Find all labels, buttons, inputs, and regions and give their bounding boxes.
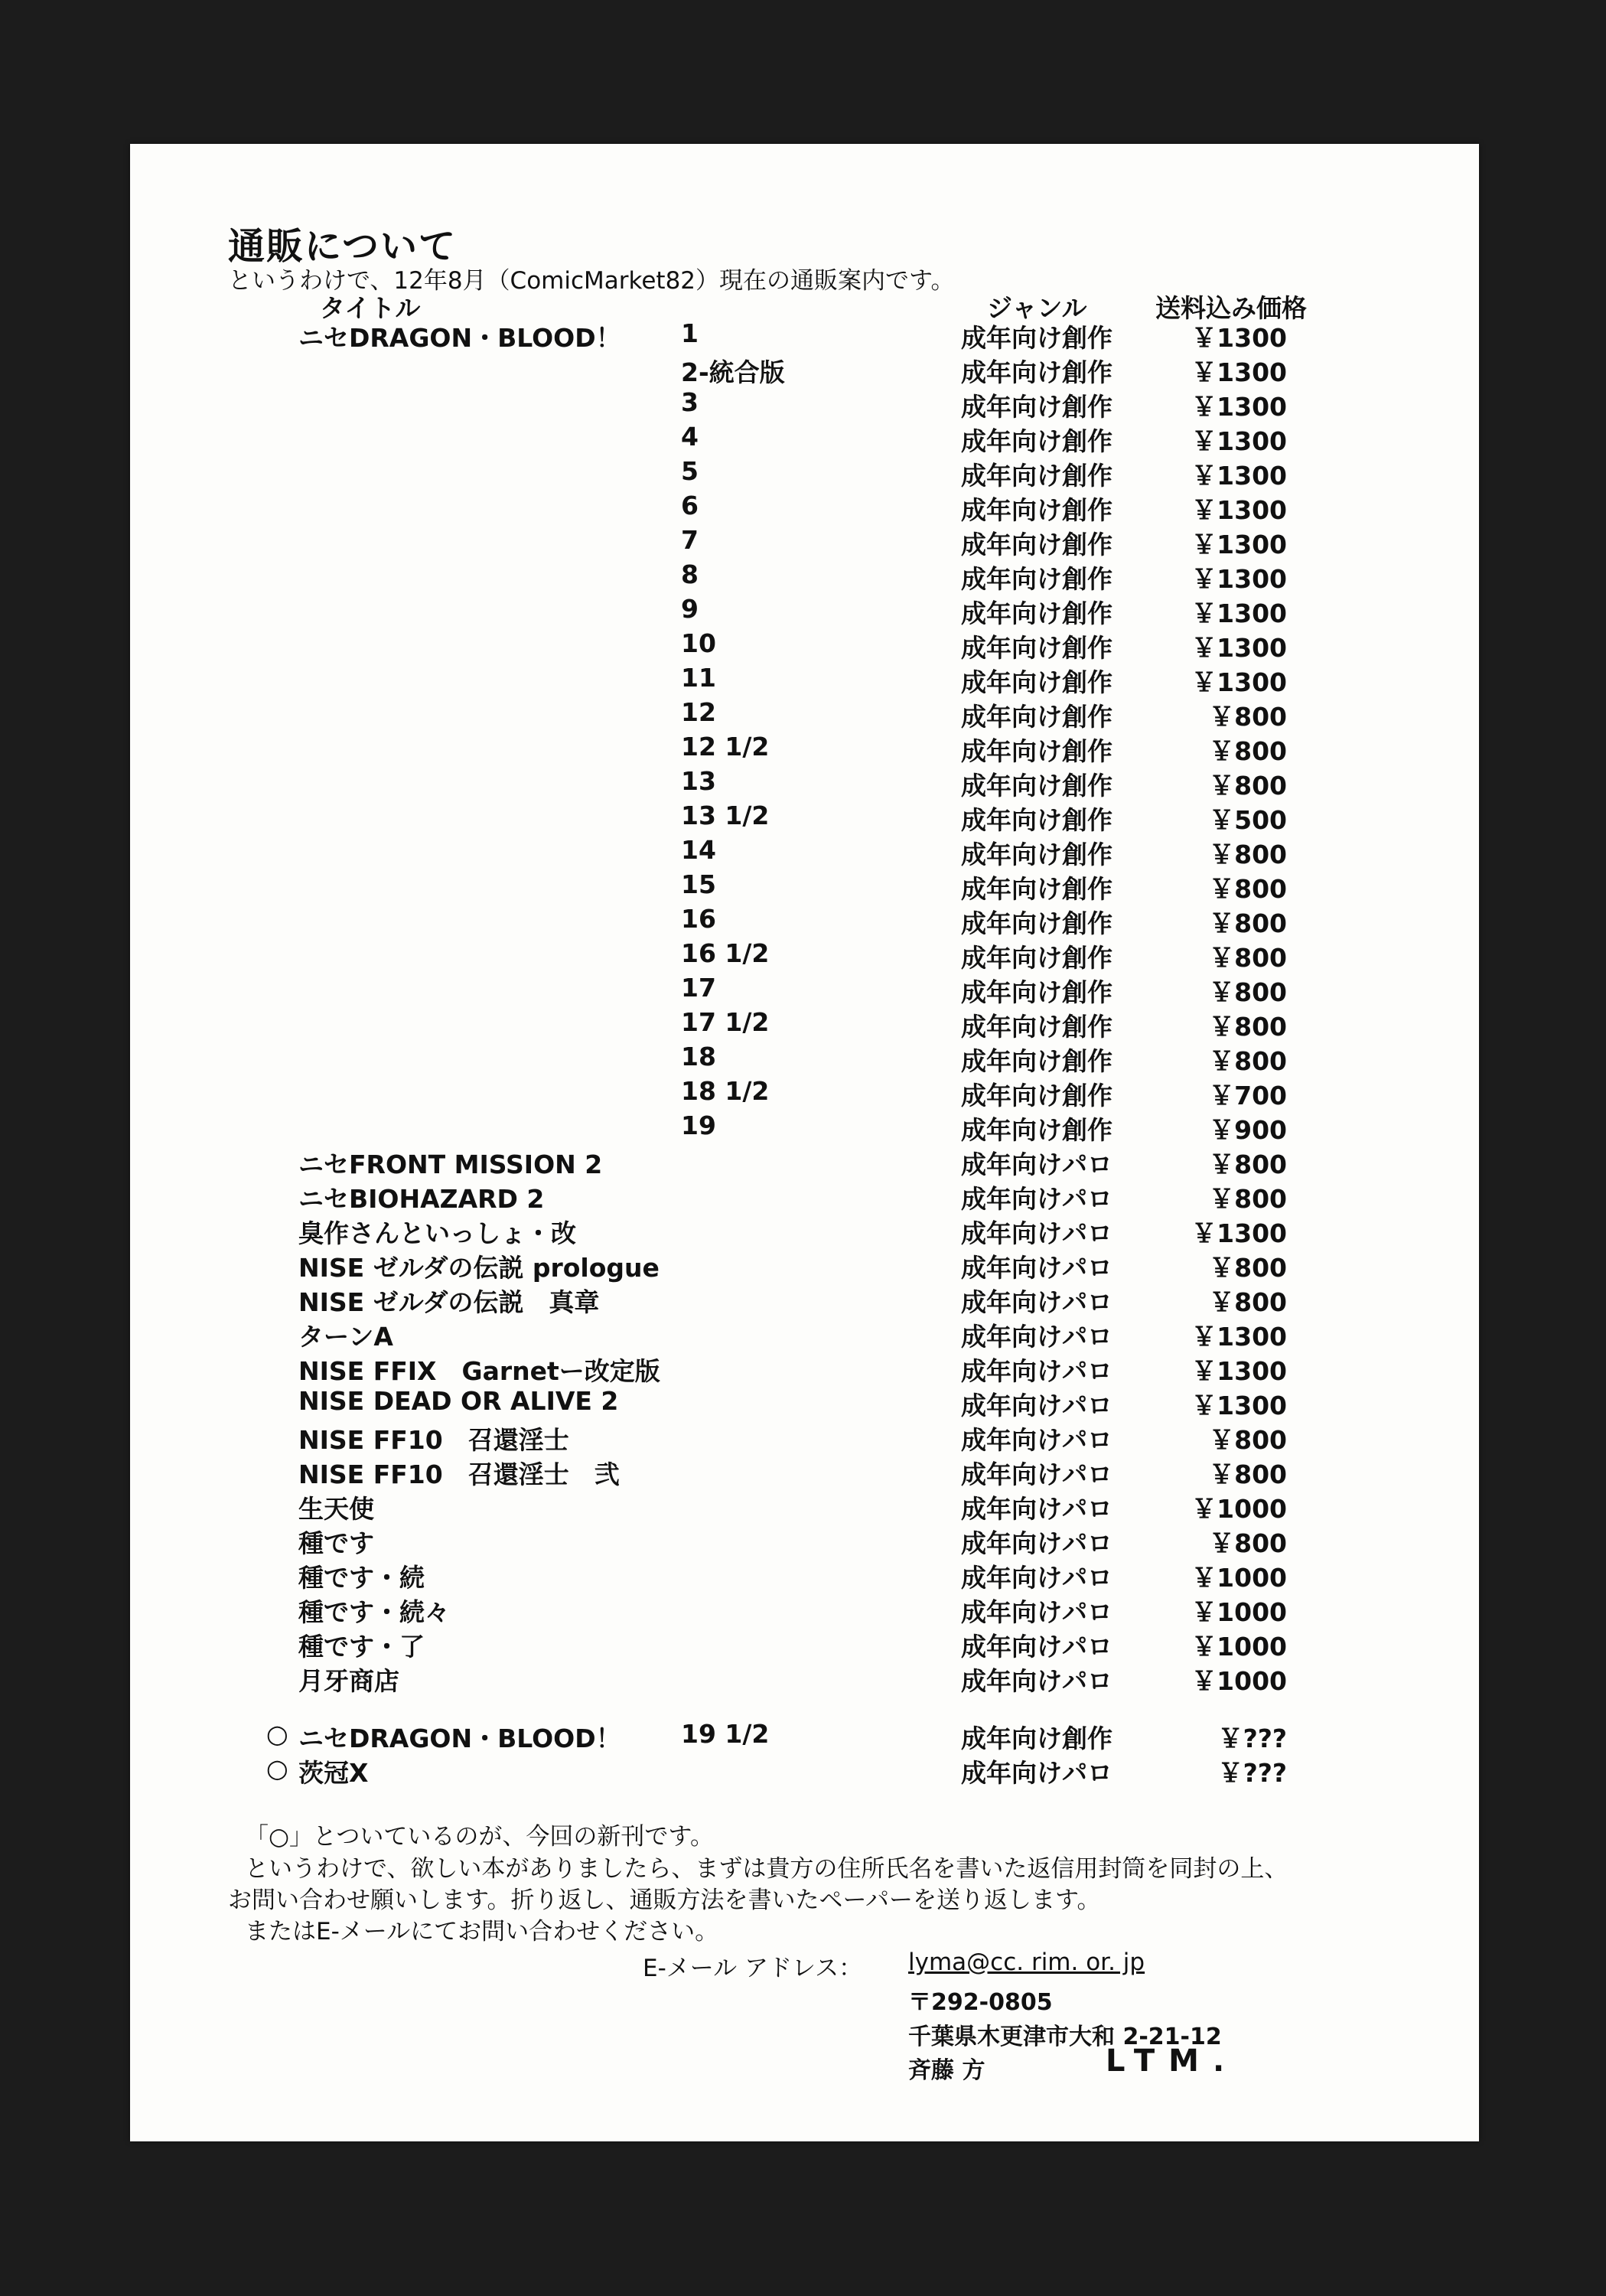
column-header-genre: ジャンル — [987, 293, 1087, 323]
row-genre: 成年向け創作 — [961, 323, 1112, 353]
table-row — [130, 1455, 1479, 1489]
row-genre: 成年向けパロ — [961, 1184, 1112, 1214]
row-genre: 成年向けパロ — [961, 1425, 1112, 1455]
row-volume: 16 1/2 — [681, 938, 770, 968]
paper-sheet — [130, 144, 1479, 2141]
row-genre: 成年向け創作 — [961, 805, 1112, 835]
row-title: 種です・続々 — [298, 1597, 450, 1627]
table-row — [130, 559, 1479, 594]
row-title: 種です — [298, 1528, 374, 1558]
row-genre: 成年向け創作 — [961, 908, 1112, 938]
row-price: ￥800 — [1209, 1425, 1287, 1455]
row-title: NISE FFIX Garnetー改定版 — [298, 1356, 660, 1386]
row-genre: 成年向け創作 — [961, 840, 1112, 869]
row-genre: 成年向け創作 — [961, 1724, 1112, 1753]
table-row — [130, 456, 1479, 491]
note-line: 「○」とついているのが、今回の新刊です。 — [245, 1823, 714, 1851]
postal-code: 〒292-0805 — [908, 1989, 1053, 2016]
row-volume: 19 — [681, 1110, 716, 1140]
row-price: ￥800 — [1209, 943, 1287, 973]
row-volume: 15 — [681, 869, 716, 899]
row-price: ￥1300 — [1191, 1322, 1287, 1352]
row-title: NISE FF10 召還淫士 弐 — [298, 1459, 620, 1489]
row-price: ￥1300 — [1191, 1356, 1287, 1386]
row-genre: 成年向け創作 — [961, 564, 1112, 594]
note-line: というわけで、欲しい本がありましたら、まずは貴方の住所氏名を書いた返信用封筒を同封の上、 — [245, 1855, 1288, 1883]
row-genre: 成年向けパロ — [961, 1563, 1112, 1593]
row-genre: 成年向け創作 — [961, 1115, 1112, 1145]
row-price: ￥1000 — [1191, 1494, 1287, 1524]
row-price: ￥??? — [1217, 1758, 1287, 1788]
table-row — [130, 353, 1479, 387]
row-genre: 成年向けパロ — [961, 1597, 1112, 1627]
row-price: ￥1300 — [1191, 323, 1287, 353]
table-row — [130, 938, 1479, 973]
row-price: ￥??? — [1217, 1724, 1287, 1753]
row-volume: 8 — [681, 559, 699, 589]
row-price: ￥800 — [1209, 908, 1287, 938]
table-row — [130, 318, 1479, 353]
row-title: NISE DEAD OR ALIVE 2 — [298, 1386, 619, 1416]
row-genre: 成年向けパロ — [961, 1494, 1112, 1524]
new-mark: ○ — [266, 1719, 288, 1749]
row-price: ￥1000 — [1191, 1666, 1287, 1696]
table-row — [130, 1042, 1479, 1076]
row-price: ￥800 — [1209, 771, 1287, 801]
row-title: 臭作さんといっしょ・改 — [298, 1218, 576, 1248]
row-genre: 成年向けパロ — [961, 1287, 1112, 1317]
row-price: ￥500 — [1209, 805, 1287, 835]
row-genre: 成年向け創作 — [961, 771, 1112, 801]
row-volume: 12 — [681, 697, 716, 727]
row-price: ￥1300 — [1191, 392, 1287, 422]
row-volume: 7 — [681, 525, 699, 555]
row-price: ￥1000 — [1191, 1632, 1287, 1662]
column-header-price: 送料込み価格 — [1155, 293, 1307, 323]
table-row — [130, 869, 1479, 904]
row-title: ターンA — [298, 1322, 393, 1352]
row-genre: 成年向けパロ — [961, 1150, 1112, 1179]
row-volume: 12 1/2 — [681, 732, 770, 762]
row-volume: 17 1/2 — [681, 1007, 770, 1037]
row-genre: 成年向け創作 — [961, 736, 1112, 766]
table-row — [130, 1179, 1479, 1214]
row-title: 月牙商店 — [298, 1666, 399, 1696]
row-genre: 成年向け創作 — [961, 461, 1112, 491]
row-title: 茨冠X — [298, 1758, 369, 1788]
row-price: ￥800 — [1209, 1253, 1287, 1283]
row-volume: 11 — [681, 663, 716, 693]
row-genre: 成年向けパロ — [961, 1666, 1112, 1696]
row-price: ￥800 — [1209, 1046, 1287, 1076]
table-row — [130, 663, 1479, 697]
row-title: 種です・了 — [298, 1632, 425, 1662]
page-title: 通販について — [228, 225, 458, 268]
table-row — [130, 1627, 1479, 1662]
table-row — [130, 1352, 1479, 1386]
row-genre: 成年向けパロ — [961, 1356, 1112, 1386]
table-row — [130, 1248, 1479, 1283]
row-volume: 5 — [681, 456, 699, 486]
row-volume: 6 — [681, 491, 699, 520]
table-row — [130, 1524, 1479, 1558]
row-volume: 19 1/2 — [681, 1719, 770, 1749]
row-genre: 成年向け創作 — [961, 598, 1112, 628]
row-genre: 成年向け創作 — [961, 943, 1112, 973]
row-volume: 4 — [681, 422, 699, 452]
row-price: ￥1300 — [1191, 633, 1287, 663]
row-genre: 成年向け創作 — [961, 495, 1112, 525]
row-genre: 成年向け創作 — [961, 1012, 1112, 1042]
row-genre: 成年向けパロ — [961, 1459, 1112, 1489]
table-row — [130, 1558, 1479, 1593]
row-genre: 成年向け創作 — [961, 1081, 1112, 1110]
table-row — [130, 801, 1479, 835]
row-volume: 13 — [681, 766, 716, 796]
row-price: ￥1300 — [1191, 1391, 1287, 1420]
row-price: ￥1300 — [1191, 495, 1287, 525]
table-row — [130, 1420, 1479, 1455]
row-title: NISE ゼルダの伝説 prologue — [298, 1253, 660, 1283]
row-genre: 成年向けパロ — [961, 1391, 1112, 1420]
table-row — [130, 732, 1479, 766]
row-price: ￥1300 — [1191, 357, 1287, 387]
table-row — [130, 1386, 1479, 1420]
row-price: ￥700 — [1209, 1081, 1287, 1110]
row-title: NISE ゼルダの伝説 真章 — [298, 1287, 600, 1317]
table-row — [130, 1007, 1479, 1042]
row-price: ￥800 — [1209, 736, 1287, 766]
row-price: ￥1300 — [1191, 461, 1287, 491]
intro-text: というわけで、12年8月（ComicMarket82）現在の通販案内です。 — [228, 267, 955, 295]
row-title: ニセDRAGON・BLOOD！ — [298, 1724, 621, 1753]
table-row — [130, 1753, 1479, 1788]
table-row — [130, 1317, 1479, 1352]
note-line: お問い合わせ願いします。折り返し、通販方法を書いたペーパーを送り返します。 — [228, 1887, 1101, 1914]
circle-name: LTM. — [1106, 2043, 1239, 2079]
table-gap — [130, 1696, 1479, 1719]
row-price: ￥1300 — [1191, 564, 1287, 594]
row-title: 生天使 — [298, 1494, 374, 1524]
table-row — [130, 491, 1479, 525]
table-row — [130, 973, 1479, 1007]
row-volume: 9 — [681, 594, 699, 624]
row-price: ￥800 — [1209, 840, 1287, 869]
row-volume: 1 — [681, 318, 699, 348]
table-row — [130, 594, 1479, 628]
row-genre: 成年向け創作 — [961, 1046, 1112, 1076]
row-genre: 成年向けパロ — [961, 1528, 1112, 1558]
table-row — [130, 1110, 1479, 1145]
table-row — [130, 628, 1479, 663]
row-price: ￥900 — [1209, 1115, 1287, 1145]
row-volume: 18 1/2 — [681, 1076, 770, 1106]
row-title: ニセDRAGON・BLOOD！ — [298, 323, 621, 353]
row-price: ￥800 — [1209, 1150, 1287, 1179]
row-genre: 成年向け創作 — [961, 392, 1112, 422]
table-row — [130, 1076, 1479, 1110]
recipient-name: 斉藤 方 — [908, 2057, 985, 2084]
row-title: ニセFRONT MISSION 2 — [298, 1150, 603, 1179]
row-genre: 成年向け創作 — [961, 426, 1112, 456]
row-volume: 13 1/2 — [681, 801, 770, 830]
email-label: E-メール アドレス： — [643, 1955, 863, 1982]
new-mark: ○ — [266, 1753, 288, 1783]
table-row — [130, 1283, 1479, 1317]
row-price: ￥800 — [1209, 702, 1287, 732]
row-price: ￥800 — [1209, 977, 1287, 1007]
postal-address: 千葉県木更津市大和 2-21-12 — [908, 2024, 1222, 2050]
row-genre: 成年向け創作 — [961, 702, 1112, 732]
email-address: lyma@cc. rim. or. jp — [908, 1949, 1145, 1976]
row-price: ￥1000 — [1191, 1563, 1287, 1593]
row-genre: 成年向け創作 — [961, 667, 1112, 697]
row-genre: 成年向け創作 — [961, 977, 1112, 1007]
row-price: ￥800 — [1209, 1287, 1287, 1317]
column-header-title: タイトル — [320, 293, 421, 323]
table-row — [130, 387, 1479, 422]
row-price: ￥800 — [1209, 874, 1287, 904]
row-genre: 成年向けパロ — [961, 1322, 1112, 1352]
row-title: NISE FF10 召還淫士 — [298, 1425, 569, 1455]
catalog-table — [130, 318, 1479, 1788]
row-price: ￥800 — [1209, 1459, 1287, 1489]
row-price: ￥800 — [1209, 1012, 1287, 1042]
row-volume: 18 — [681, 1042, 716, 1071]
table-row — [130, 697, 1479, 732]
row-genre: 成年向けパロ — [961, 1758, 1112, 1788]
table-row — [130, 525, 1479, 559]
row-price: ￥1300 — [1191, 667, 1287, 697]
row-genre: 成年向けパロ — [961, 1218, 1112, 1248]
row-price: ￥1000 — [1191, 1597, 1287, 1627]
row-price: ￥800 — [1209, 1528, 1287, 1558]
row-genre: 成年向け創作 — [961, 530, 1112, 559]
table-row — [130, 1662, 1479, 1696]
row-genre: 成年向け創作 — [961, 357, 1112, 387]
table-row — [130, 835, 1479, 869]
row-price: ￥1300 — [1191, 426, 1287, 456]
row-volume: 17 — [681, 973, 716, 1003]
row-price: ￥1300 — [1191, 1218, 1287, 1248]
row-price: ￥1300 — [1191, 598, 1287, 628]
table-row — [130, 1593, 1479, 1627]
note-line: またはE-メールにてお問い合わせください。 — [245, 1918, 719, 1945]
row-genre: 成年向けパロ — [961, 1632, 1112, 1662]
row-volume: 10 — [681, 628, 716, 658]
row-genre: 成年向けパロ — [961, 1253, 1112, 1283]
row-volume: 3 — [681, 387, 699, 417]
table-row — [130, 904, 1479, 938]
row-volume: 14 — [681, 835, 716, 865]
row-title: 種です・続 — [298, 1563, 425, 1593]
table-row — [130, 766, 1479, 801]
table-row — [130, 1719, 1479, 1753]
row-price: ￥800 — [1209, 1184, 1287, 1214]
row-genre: 成年向け創作 — [961, 633, 1112, 663]
table-row — [130, 1145, 1479, 1179]
row-volume: 16 — [681, 904, 716, 934]
row-genre: 成年向け創作 — [961, 874, 1112, 904]
row-title: ニセBIOHAZARD 2 — [298, 1184, 545, 1214]
row-volume: 2-統合版 — [681, 357, 785, 387]
table-row — [130, 1214, 1479, 1248]
table-row — [130, 1489, 1479, 1524]
table-row — [130, 422, 1479, 456]
row-price: ￥1300 — [1191, 530, 1287, 559]
